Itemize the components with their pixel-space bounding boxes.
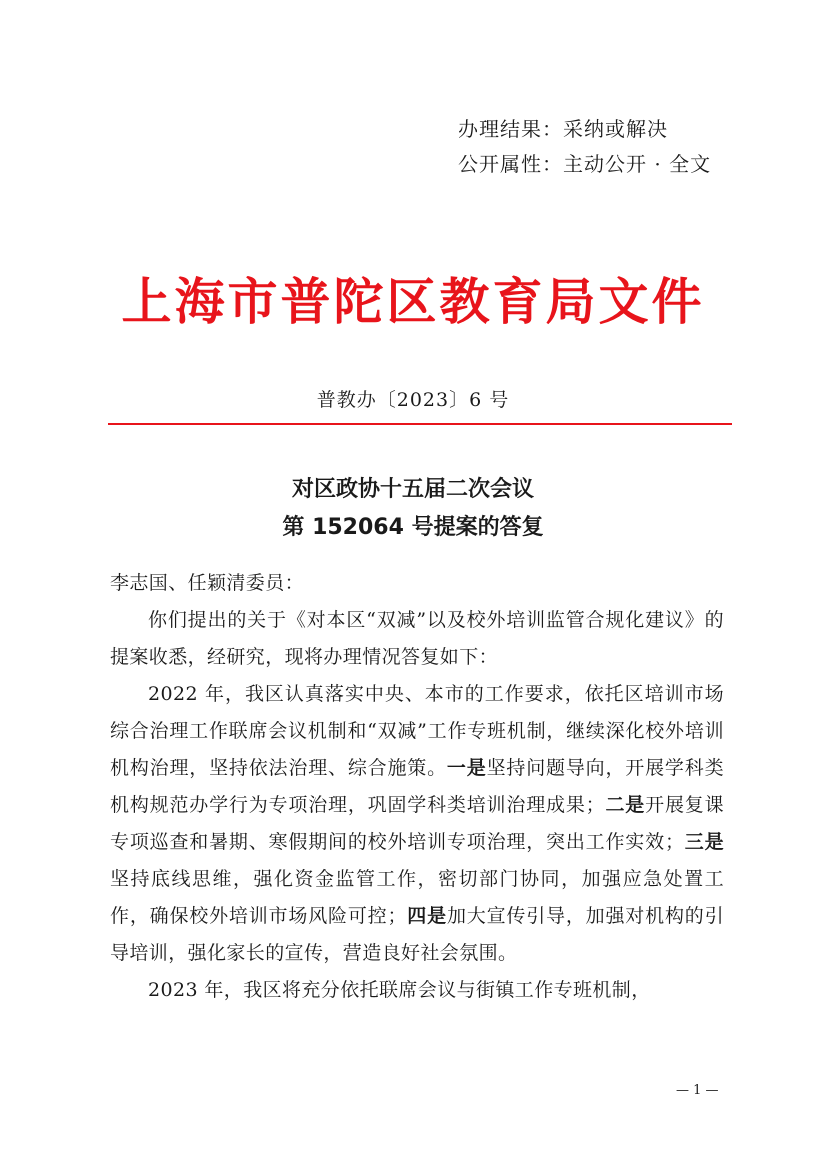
point-2-text: 开展复课专项巡查和暑期、寒假期间的校外培训专项治理，突出工作实效； xyxy=(110,794,724,853)
issuing-organization-title: 上海市普陀区教育局文件 xyxy=(121,272,705,331)
document-title-line-2: 第 152064 号提案的答复 xyxy=(282,515,544,540)
point-3-text: 坚持底线思维，强化资金监管工作，密切部门协同，加强应急处置工作，确保校外培训市场风险可控； xyxy=(110,868,724,927)
point-3-marker: 三是 xyxy=(684,831,724,853)
point-1-text: 坚持问题导向，开展学科类机构规范办学行为专项治理，巩固学科类培训治理成果； xyxy=(110,757,724,816)
point-2-marker: 二是 xyxy=(605,794,646,816)
body-paragraph-3: 2023 年，我区将充分依托联席会议与街镇工作专班机制， xyxy=(148,979,651,1001)
body-paragraph-2 xyxy=(110,676,724,972)
body-paragraph-1: 你们提出的关于《对本区“双减”以及校外培训监管合规化建议》的提案收悉，经研究，现将办理情况答复如下： xyxy=(110,609,724,668)
red-divider-line xyxy=(108,423,732,425)
handling-result: 办理结果：采纳或解决 xyxy=(458,117,668,141)
disclosure-attribute: 公开属性：主动公开 · 全文 xyxy=(458,152,712,176)
point-4-marker: 四是 xyxy=(406,905,447,927)
point-1-marker: 一是 xyxy=(446,757,487,779)
document-title-line-1: 对区政协十五届二次会议 xyxy=(291,477,534,502)
salutation: 李志国、任颖清委员： xyxy=(110,572,305,594)
document-body xyxy=(110,565,724,1009)
page-number: — 1 — xyxy=(676,1083,719,1098)
document-number: 普教办〔2023〕6 号 xyxy=(316,389,510,411)
point-4-text: 加大宣传引导，加强对机构的引导培训，强化家长的宣传，营造良好社会氛围。 xyxy=(110,905,724,964)
para2-intro: 2022 年，我区认真落实中央、本市的工作要求，依托区培训市场综合治理工作联席会议机制和“双减”工作专班机制，继续深化校外培训机构治理，坚持依法治理、综合施策。 xyxy=(110,683,724,779)
